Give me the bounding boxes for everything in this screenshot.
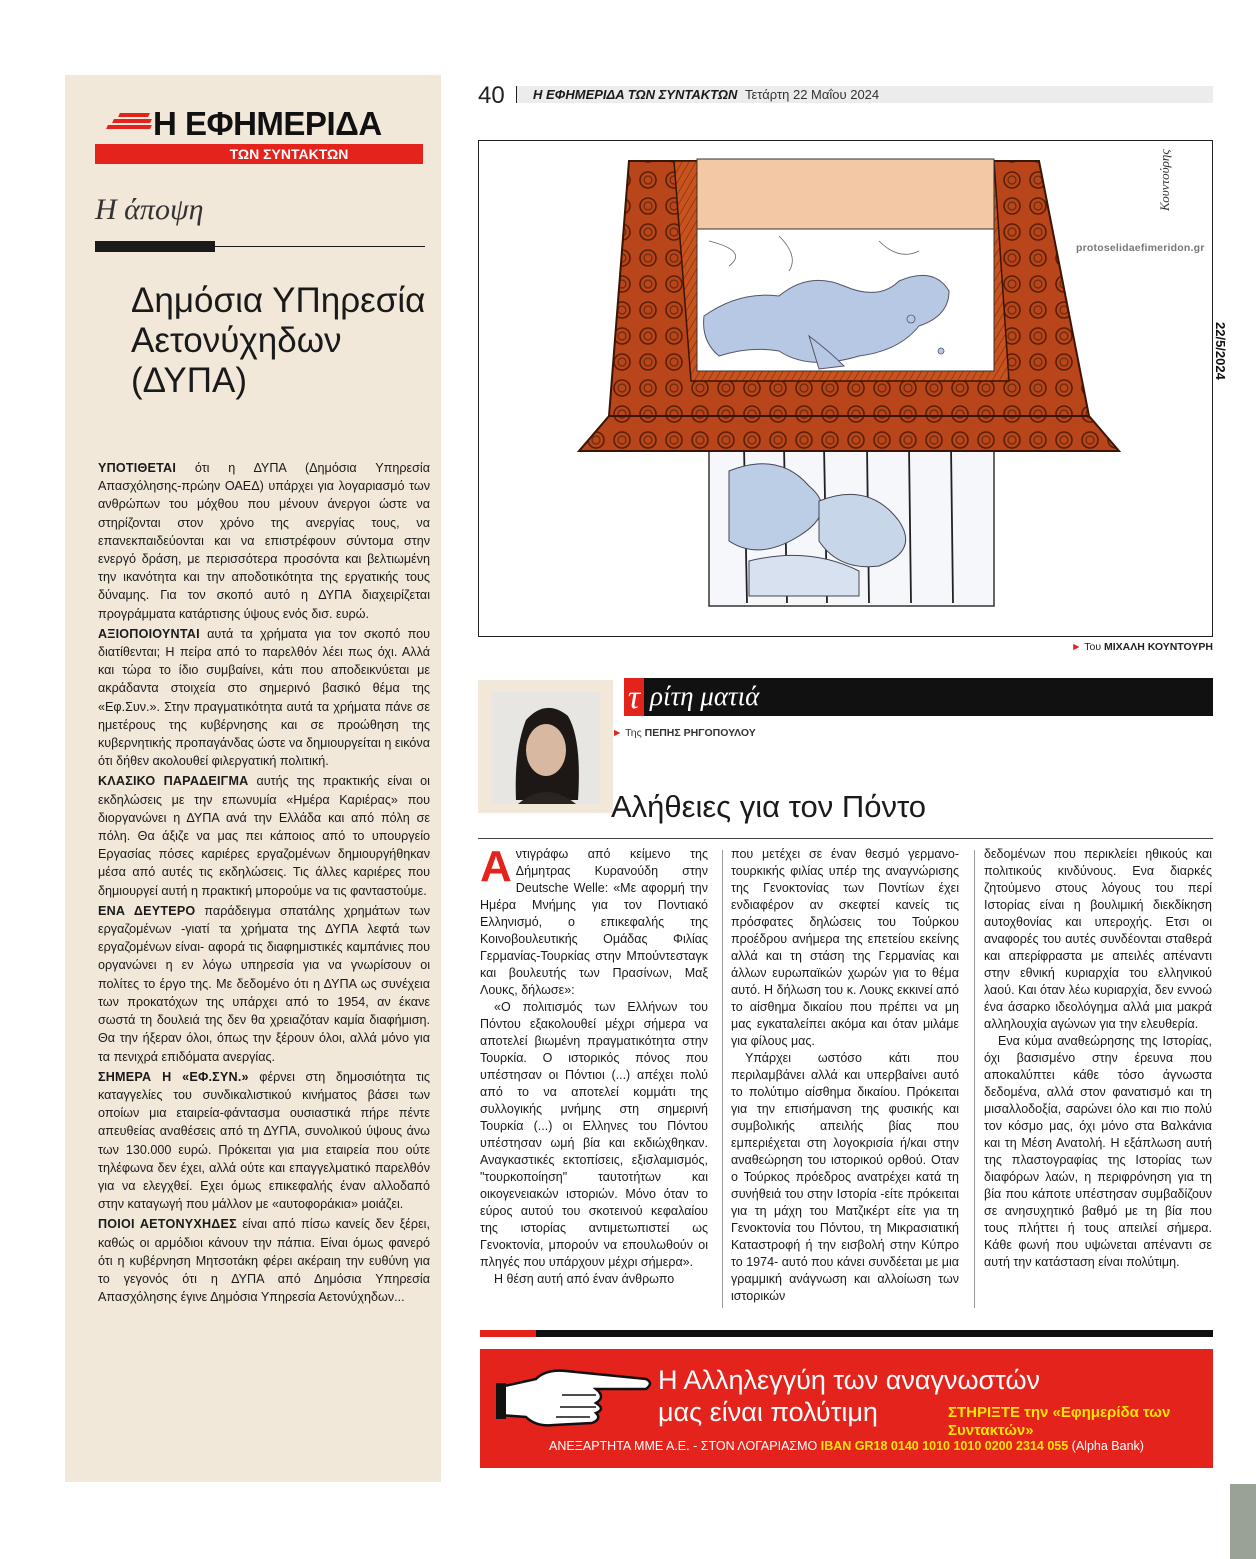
article-column-3 bbox=[984, 846, 1212, 1271]
opinion-body bbox=[98, 459, 430, 1308]
article-paragraph: «Ο πολιτισμός των Ελλήνων του Πόντου εξακολουθεί μέχρι σήμερα να αποτελεί βιωμένη πραγματικότητα στην Τουρκία. Ο ιστορικός πόνος που υπέστησαν οι Πόντιοι (...) απέχει πολύ από το να αποτελεί κομμάτι της συλλογικής μνήμης στη σημερινή Τουρκία (...) οι Ελληνες του Πόντου υπέστησαν ωμή βία και εκδιώχθηκαν. Αναγκαστικές εκτοπίσεις, εξισλαμισμός, "τουρκοποίηση" ταυτοτήτων και οικογενειακών ιστοριών. Μόνο όταν το εύρος αυτού του σκοτεινού κεφαλαίου της ιστορίας αντιμετωπιστεί ως Γενοκτονία, μπορούν να επουλωθούν οι πληγές που υπάρχουν μέχρι σήμερα». bbox=[480, 1000, 708, 1269]
column-separator bbox=[974, 850, 975, 1308]
cartoon-credit: ► Του ΜΙΧΑΛΗ ΚΟΥΝΤΟΥΡΗ bbox=[1071, 641, 1213, 653]
column-banner bbox=[624, 678, 1213, 716]
side-date: 22/5/2024 bbox=[1213, 322, 1228, 380]
column-separator bbox=[722, 850, 723, 1308]
column-initial: τ bbox=[624, 678, 644, 716]
header-date: Τετάρτη 22 Μαΐου 2024 bbox=[745, 87, 880, 102]
opinion-paragraph: ΕΝΑ ΔΕΥΤΕΡΟ παράδειγμα σπατάλης χρημάτων των εργαζομένων -γιατί τα χρήματα της ΔΥΠΑ λεφτά των εργαζομένων είναι- αφορά τις διαφημιστικές καμπάνιες που οργανώνει η εν λόγω υπηρεσία για να γνωρίσουν οι πολίτες το έργο της. Με δεδομένο ότι η ΔΥΠΑ ως συνέχεια των προκατόχων της υπάρχει από το 1954, αν έκανε σωστά τη δουλειά της δεν θα χρειαζόταν καμία διαφήμιση. Θα την ήξεραν όλοι, όπως την ξέρουν όλοι, αλλά μόνο για τα πενιχρά επιδόματα ανεργίας. bbox=[98, 903, 430, 1064]
cartoon-drawing bbox=[479, 141, 1213, 637]
ad-headline: Η Αλληλεγγύη των αναγνωστών bbox=[658, 1365, 1041, 1395]
corner-tab bbox=[1230, 1484, 1256, 1559]
column-title: ρίτη ματιά bbox=[650, 681, 760, 711]
drop-cap: Α bbox=[480, 842, 512, 891]
opinion-column bbox=[65, 75, 441, 1482]
author-photo bbox=[478, 680, 613, 813]
cartoon-image bbox=[478, 140, 1213, 637]
opinion-paragraph: ΚΛΑΣΙΚΟ ΠΑΡΑΔΕΙΓΜΑ αυτής της πρακτικής είναι οι εκδηλώσεις με την επωνυμία «Ημέρα Καριέρας» που διοργανώνει η ΔΥΠΑ ανά την Ελλάδα και από πόλη σε πόλη. Θα άξιζε να μας πει κάποιος από το υπουργείο Εργασίας πόσες καριέρες εργαζομένων δημιουργήθηκαν μέσα από αυτές τις εκδηλώσεις. Τις άλλες καριέρες που δημιουργεί αυτή η πρακτική μπορούμε να τις φανταστούμε. bbox=[98, 774, 430, 898]
bars-icon bbox=[709, 446, 994, 606]
page-number: 40 bbox=[478, 82, 505, 109]
ad-iban: IBAN GR18 0140 1010 1010 0200 2314 055 bbox=[820, 1439, 1069, 1453]
header-newspaper-name: Η ΕΦΗΜΕΡΙΔΑ ΤΩΝ ΣΥΝΤΑΚΤΩΝ bbox=[533, 87, 738, 102]
article-paragraph: που μετέχει σε έναν θεσμό γερμανο-τουρκικής φιλίας υπέρ της αναγνώρισης της Γενοκτονίας των Ποντίων έχει ενδιαφέρον αν σκεφτεί κανείς τις πρόσφατες δηλώσεις του Τούρκου προέδρου ανήμερα της επετείου εκείνης αλλά και τη στάση της Γερμανίας και άλλων ευρωπαϊκών χωρών για το θέμα αυτό. Η δήλωση του κ. Λουκς εκκινεί από το αίσθημα δικαίου που πρέπει να μη μας εγκαταλείπει ακόμα και όταν μιλάμε για φίλους μας. bbox=[731, 847, 959, 1048]
logo-title: Η ΕΦΗΜΕΡΙΔΑ bbox=[153, 105, 382, 142]
column-byline: ► Της ΠΕΠΗΣ ΡΗΓΟΠΟΥΛΟΥ bbox=[612, 727, 756, 739]
solidarity-ad bbox=[480, 1349, 1213, 1468]
logo-stripes-icon bbox=[107, 113, 151, 135]
frame-icon bbox=[579, 159, 1119, 451]
article-rule bbox=[478, 838, 1213, 839]
ad-top-bar bbox=[480, 1330, 1213, 1337]
section-label: Η άποψη bbox=[95, 193, 204, 226]
opinion-paragraph: ΣΗΜΕΡΑ Η «ΕΦ.ΣΥΝ.» φέρνει στη δημοσιότητα τις καταγγελίες του συνδικαλιστικού κινήματος βάσει των οποίων μια εταιρεία-φάντασμα ουσιαστικά πήρε πέντε απευθείας αναθέσεις από τη ΔΥΠΑ, συνολικού ύψους άνω των 130.000 ευρώ. Πρόκειται για μια εταιρεία που ούτε τηλέφωνα δεν έχει, αλλά ούτε και επαγγελματικό παρελθόν για να ελεγχθεί. Εχει όμως επικεφαλής έναν αλλοδαπό στην καταγωγή που μάλλον με «αυτοφοράκια» μοιάζει. bbox=[98, 1069, 430, 1212]
article-title: Αλήθειες για τον Πόντο bbox=[611, 789, 926, 824]
article-paragraph: Υπάρχει ωστόσο κάτι που περιλαμβάνει αλλά και υπερβαίνει αυτό το πολύτιμο αίσθημα δικαίου. Πρόκειται για την επισήμανση της φυσικής και συμβολικής απειλής βίας που εμπεριέχεται στη λογοκρισία ή/και στην αναθεώρηση του ιστορικού ορθού. Οταν ο Τούρκος πρόεδρος ανατρέχει κατά τη συνήθειά του στην Ιστορία -είτε πρόκειται για τη μάχη του Ματζικέρτ είτε για τη Γενοκτονία του Πόντου, τη Μικρασιατική Καταστροφή ή την εισβολή στην Κύπρο το 1974- αυτό που κάνει συνδέεται με μια γραμμική ανάγνωση και αλλοίωση των ιστορικών bbox=[731, 1051, 959, 1303]
ad-bank-details: ΑΝΕΞΑΡΤΗΤΑ ΜΜΕ Α.Ε. - ΣΤΟΝ ΛΟΓΑΡΙΑΣΜΟ IBAN GR18 0140 1010 1010 0200 2314 055 (Alpha Bank) bbox=[549, 1439, 1144, 1453]
page-header bbox=[516, 86, 1213, 103]
article-column-2 bbox=[731, 846, 959, 1305]
article-paragraph: Ενα κύμα αναθεώρησης της Ιστορίας, όχι βασισμένο στην έρευνα που αποκαλύπτει κάθε τόσο άγνωστα δεδομένα, αλλά στον φανατισμό και τη μισαλλοδοξία, σαρώνει όλο και πιο πολύ τον κόσμο μας, όχι μόνο στα Βαλκάνια και τη Μέση Ανατολή. Η εξάπλωση αυτή της πλαστογραφίας της Ιστορίας των διαφόρων λαών, η περιφρόνηση για τη βία που κάποτε υπέστησαν συμβαδίζουν σε ανησυχητικό βαθμό με τη βία που τους πλήττει ή τους απειλεί σήμερα. Κάθε φωνή που υψώνεται απέναντι σε αυτή την κατάσταση είναι πολύτιμη. bbox=[984, 1034, 1212, 1269]
svg-text:Κουντούρης: Κουντούρης bbox=[1157, 149, 1172, 211]
opinion-paragraph: ΠΟΙΟΙ ΑΕΤΟΝΥΧΗΔΕΣ είναι από πίσω κανείς δεν ξέρει, καθώς οι αρμόδιοι κάνουν την πάπια. Είναι όμως φανερό ότι η κυβέρνηση Μητσοτάκη φέρει ακέραιη την ευθύνη για το γεγονός ότι η ΔΥΠΑ από Δημόσια Υπηρεσία Απασχόλησης έγινε Δημόσια Υπηρεσία Αετονύχηδων... bbox=[98, 1217, 430, 1305]
logo-subtitle: ΤΩΝ ΣΥΝΤΑΚΤΩΝ bbox=[95, 144, 423, 164]
opinion-paragraph: ΥΠΟΤΙΘΕΤΑΙ ότι η ΔΥΠΑ (Δημόσια Υπηρεσία Απασχόλησης-πρώην ΟΑΕΔ) υπάρχει για λογαριασμό των ανθρώπων του μόχθου που μένουν άνεργοι ώστε να στηρίζονται στον χρόνο της ανεργίας τους, να επανεκπαιδεύονται και να επιστρέφουν σύντομα στην ενεργό δράση, με περισσότερα προσόντα και βελτιωμένη την ικανότητα και την αποδοτικότητα της εργατικής τους δύναμης. Για τον σκοπό αυτό η ΔΥΠΑ διαχειρίζεται προγράμματα κατάρτισης ύψους ενός δισ. ευρώ. bbox=[98, 461, 430, 621]
pointing-hand-icon bbox=[496, 1357, 656, 1429]
opinion-paragraph: ΑΞΙΟΠΟΙΟΥΝΤΑΙ αυτά τα χρήματα για τον σκοπό που διατίθενται; Η πείρα από το παρελθόν λέει πως όχι. Αλλά και τώρα το ίδιο συμβαίνει, κάτι που αποδεικνύεται με ακράδαντα στοιχεία στο σημερινό βασικό θέμα της «Εφ.Συν.». Στην πραγματικότητα αυτά τα χρήματα πάνε σε ημετέρους της κυβέρνησης και σε προώθηση της κυβερνητικής προπαγάνδας ώστε να δημιουργείται η εικόνα ότι δήθεν ακολουθεί φιλεργατική πολιτική. bbox=[98, 626, 430, 769]
article-paragraph: Αντιγράφω από κείμενο της Δήμητρας Κυρανούδη στην Deutsche Welle: «Με αφορμή την Ημέρα Μνήμης για τον Ποντιακό Ελληνισμό, ο επικεφαλής της Κοινοβουλευτικής Ομάδας Φιλίας Γερμανίας-Τουρκίας στην Μπούντεσταγκ και βουλευτής των Πρασίνων, Μαξ Λουκς, δήλωσε»: bbox=[480, 842, 708, 997]
newspaper-logo bbox=[95, 105, 395, 165]
watermark: protoselidaefimeridon.gr bbox=[1076, 242, 1205, 254]
article-column-1 bbox=[480, 842, 708, 1288]
opinion-headline: Δημόσια ΥΠηρεσία Αετονύχηδων (ΔΥΠΑ) bbox=[131, 281, 426, 400]
ad-subheadline: μας είναι πολύτιμη bbox=[658, 1397, 878, 1427]
section-rule bbox=[95, 241, 425, 252]
arrow-right-icon: ► bbox=[1071, 641, 1082, 653]
article-paragraph: Η θέση αυτή από έναν άνθρωπο bbox=[494, 1272, 675, 1286]
ad-call-to-action: ΣΤΗΡΙΞΤΕ την «Εφημερίδα των Συντακτών» bbox=[948, 1404, 1171, 1439]
arrow-right-icon: ► bbox=[612, 727, 623, 739]
article-paragraph: δεδομένων που περικλείει ηθικούς και πολιτικούς κινδύνους. Ενα διαρκές ζητούμενο στους λόγους του περί Ιστορίας είναι η βουλιμική διεκδίκηση αυτοχθονίας και υπεροχής. Ετσι οι αναφορές του αυτές συνδέονται σταθερά και απερίφραστα με απειλές απέναντι στην εθνική κυριαρχία του ελληνικού λαού. Και όταν λέω κυριαρχία, δεν εννοώ ένα άσαρκο ιδεολόγημα αλλά μια μακρά αλληλουχία αγώνων για την ελευθερία. bbox=[984, 847, 1212, 1031]
